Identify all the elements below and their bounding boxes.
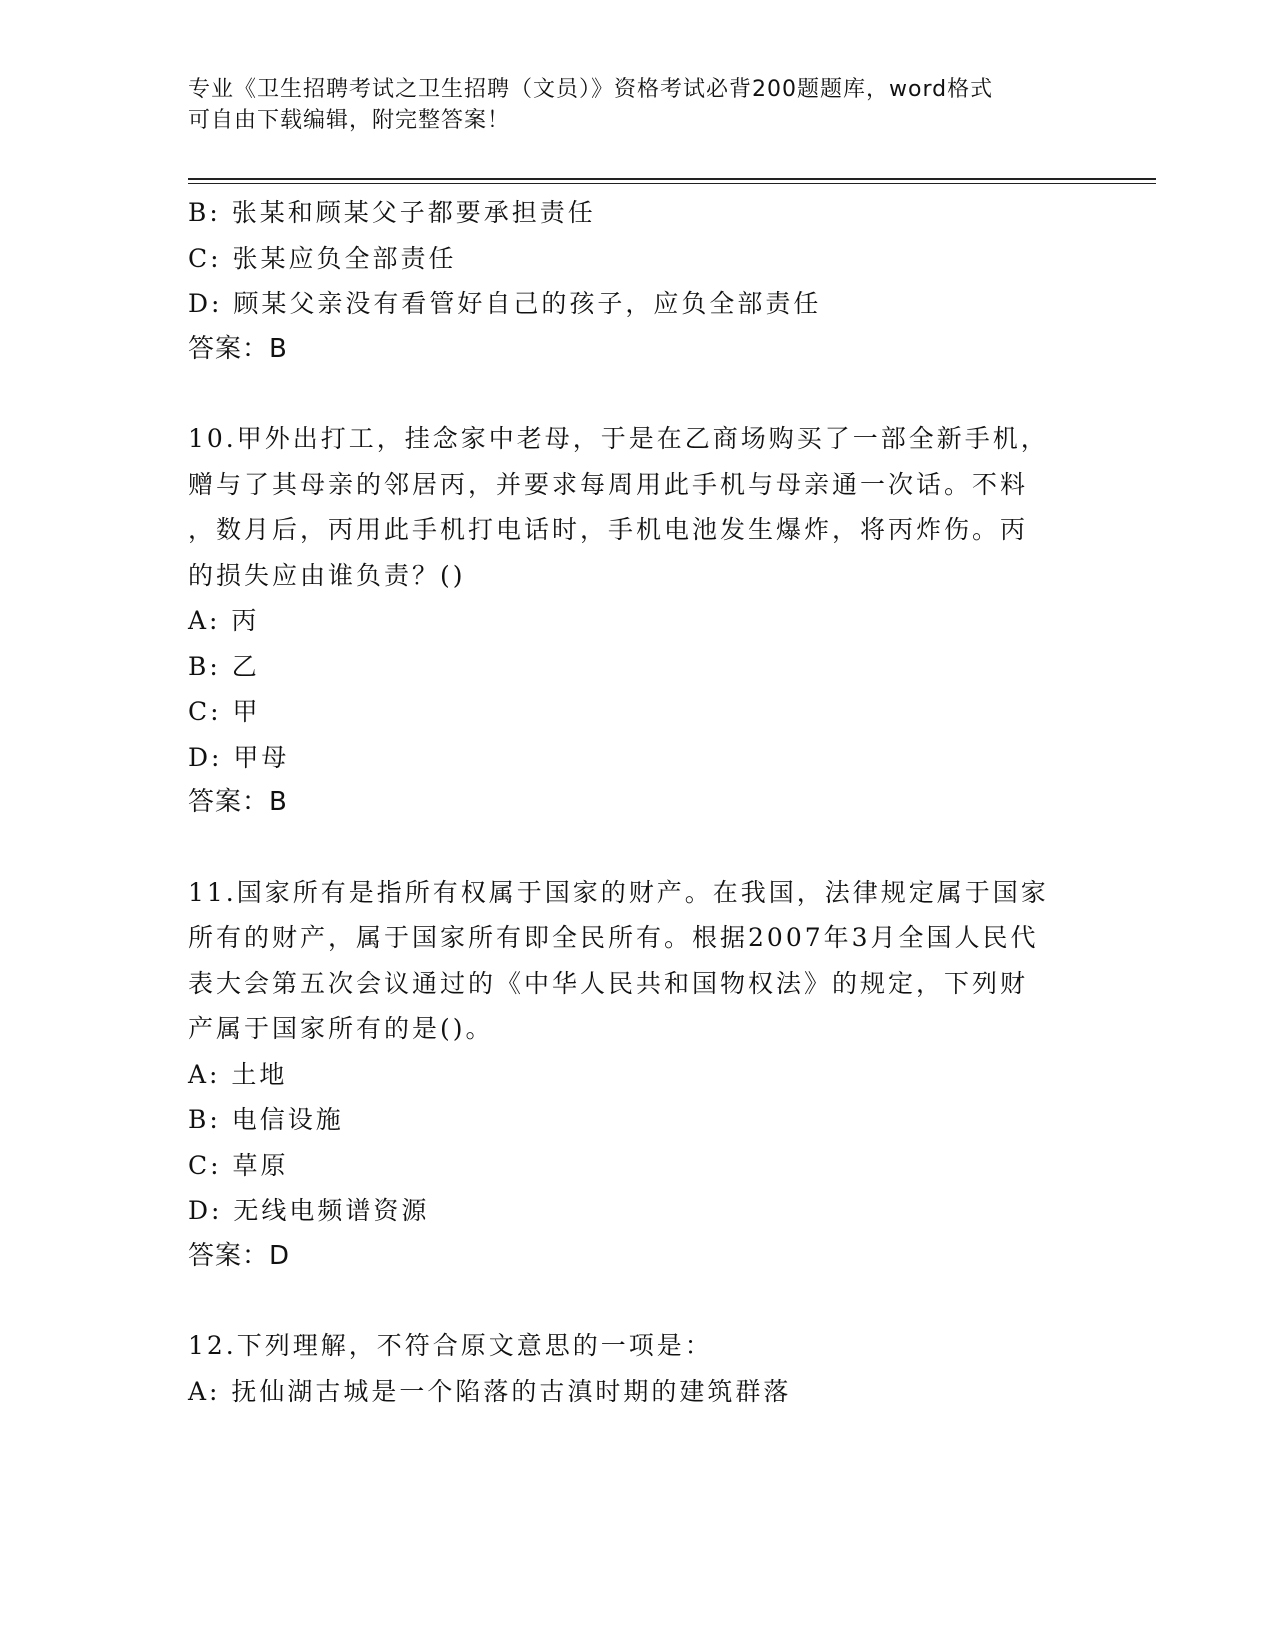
header-divider-thin — [188, 183, 1156, 184]
question-12 — [188, 1323, 1088, 1414]
question-text-line: ，数月后，丙用此手机打电话时，手机电池发生爆炸，将丙炸伤。丙 — [188, 515, 1029, 544]
answer-line: 答案：D — [188, 1240, 291, 1271]
question-text-line: 10.甲外出打工，挂念家中老母，于是在乙商场购买了一部全新手机， — [188, 424, 1049, 453]
spacer — [188, 372, 1088, 416]
question-text-line: 表大会第五次会议通过的《中华人民共和国物权法》的规定，下列财 — [188, 968, 1029, 998]
option-a: A: 土地 — [188, 1059, 288, 1089]
header-line-1: 专业《卫生招聘考试之卫生招聘（文员）》资格考试必背200题题库，word格式 — [188, 77, 994, 102]
option-a: A: 丙 — [188, 606, 260, 635]
question-10 — [188, 416, 1088, 826]
option-c: C: 张某应负全部责任 — [188, 243, 457, 273]
header-line-2: 可自由下载编辑，附完整答案！ — [188, 108, 511, 133]
header-divider-thick — [188, 178, 1156, 180]
question-text-line: 12.下列理解，不符合原文意思的一项是： — [188, 1331, 713, 1360]
question-content — [188, 190, 1088, 1414]
question-text-line: 赠与了其母亲的邻居丙，并要求每周用此手机与母亲通一次话。不料 — [188, 469, 1029, 499]
answer-line: 答案：B — [188, 333, 288, 364]
option-d: D: 无线电频谱资源 — [188, 1196, 430, 1225]
option-b: B: 张某和顾某父子都要承担责任 — [188, 198, 596, 227]
option-c: C: 草原 — [188, 1150, 289, 1180]
question-text-line: 11.国家所有是指所有权属于国家的财产。在我国，法律规定属于国家 — [188, 877, 1049, 907]
option-b: B: 乙 — [188, 651, 260, 681]
option-d: D: 甲母 — [188, 742, 290, 772]
option-c: C: 甲 — [188, 697, 261, 726]
answer-line: 答案：B — [188, 787, 288, 817]
option-a: A: 抚仙湖古城是一个陷落的古滇时期的建筑群落 — [188, 1376, 792, 1406]
spacer — [188, 826, 1088, 870]
spacer — [188, 1279, 1088, 1323]
question-text-line: 产属于国家所有的是()。 — [188, 1014, 494, 1043]
option-d: D: 顾某父亲没有看管好自己的孩子，应负全部责任 — [188, 289, 822, 318]
question-9 — [188, 190, 1088, 372]
option-b: B: 电信设施 — [188, 1105, 344, 1134]
question-text-line: 所有的财产，属于国家所有即全民所有。根据2007年3月全国人民代 — [188, 923, 1039, 952]
question-11 — [188, 870, 1088, 1280]
document-header — [188, 74, 1088, 136]
question-text-line: 的损失应由谁负责？() — [188, 560, 466, 590]
